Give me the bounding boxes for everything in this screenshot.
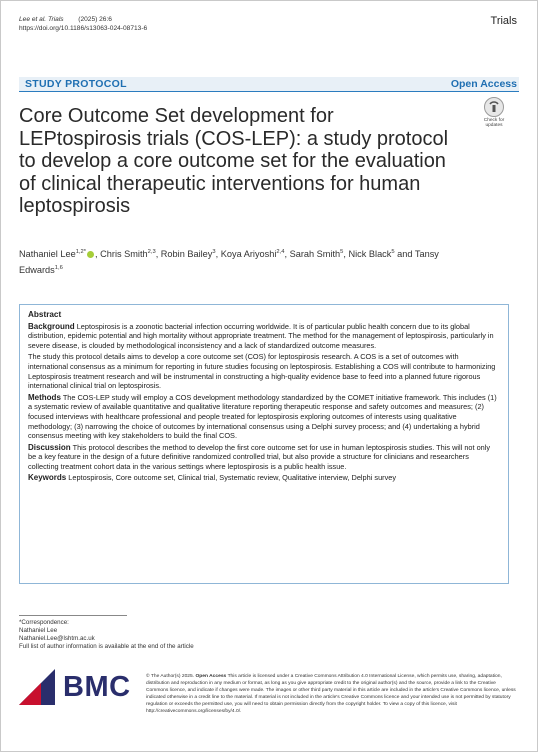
discussion-label: Discussion	[28, 442, 71, 452]
author-separator: ,	[284, 249, 290, 260]
check-for-updates-icon	[484, 97, 504, 117]
check-for-updates-badge[interactable]	[479, 97, 509, 131]
author-affiliation-sup: 1,6	[54, 265, 63, 272]
abstract-background	[28, 322, 500, 351]
correspondence-divider	[19, 615, 127, 616]
author-name[interactable]: Sarah Smith	[289, 249, 341, 260]
keywords-text: Leptospirosis, Core outcome set, Clinical trial, Systematic review, Qualitative interview, Delphi survey	[68, 473, 397, 483]
author-affiliation-sup: 2,4	[276, 249, 285, 255]
open-access-label: Open Access	[450, 78, 517, 90]
license-open-access: Open Access	[195, 674, 227, 679]
license-text: This article is licensed under a Creative Commons Attribution 4.0 International License, which permits use, sharing, adaptation, distribution and reproduction in any medium or format, as long as you give appropriate credit to the original author(s) and the source, provide a link to the Creative Commons licence, and indicate if changes were made. The images or other third party material in this article are included in the article's Creative Commons licence, unless indicated otherwise in a credit line to the material. If material is not included in the article's Creative Commons licence and your intended use is not permitted by statutory regulation or exceeds the permitted use, you will need to obtain permission directly from the copyright holder. To view a copy of this licence, visit http://creativecommons.org/licenses/by/4.0/.	[146, 674, 516, 715]
background-text: Leptospirosis is a zoonotic bacterial infection occurring worldwide. It is of particular public health concern due to its global distribution, epidemic potential and high mortality without appropriate treatment. The method for the management of leptospirosis, particularly in severe disease, is clouded by methodological inconsistency and a lack of standardized outcome measures.	[28, 321, 494, 351]
author-info-note: Full list of author information is available at the end of the article	[19, 643, 194, 651]
correspondence-label: *Correspondence:	[19, 619, 69, 626]
keywords-label: Keywords	[28, 473, 67, 483]
author-separator: ,	[343, 249, 349, 260]
author	[161, 249, 221, 259]
author-list	[19, 245, 439, 277]
article-title: Core Outcome Set development for LEPtospirosis trials (COS-LEP): a study protocol to develop a core outcome set for the evaluation of clinical therapeutic interventions for human leptospirosis	[19, 105, 449, 218]
abstract-box	[19, 304, 509, 584]
author-separator: ,	[215, 249, 221, 260]
author-name[interactable]: Chris Smith	[100, 249, 148, 260]
background-label: Background	[28, 321, 75, 331]
author	[290, 249, 349, 259]
author	[348, 249, 414, 259]
bmc-wordmark: BMC	[63, 671, 131, 703]
author-name[interactable]: Nick Black	[348, 249, 392, 260]
correspondence-name: Nathaniel Lee	[19, 627, 58, 635]
license-statement	[146, 673, 519, 716]
citation-journal: Lee et al. Trials	[19, 16, 64, 23]
author-separator: ,	[155, 249, 161, 260]
abstract-aim: The study this protocol details aims to develop a core outcome set (COS) for leptospirosis research. A COS is a set of outcomes with international consensus as a minimum for reporting in future studies focusing on leptospirosis. Establishing a COS will contribute to harmonizing Leptospirosis treatment research and will be instrumental in constructing a high-quality evidence base to feed into a planned future rigorous international clinical trial on leptospirosis.	[28, 352, 496, 391]
citation-header	[19, 15, 147, 33]
author	[19, 249, 100, 259]
discussion-text: This protocol describes the method to develop the first core outcome set for use in human leptospirosis studies. This will not only be a key feature in the design of a future definitive randomized controlled trial, but also provide a structure for clinicians and researchers collecting treatment cohort data in the various settings where leptospirosis is a public health issue.	[28, 442, 491, 472]
abstract-heading: Abstract	[28, 310, 62, 319]
correspondence-email[interactable]: Nathaniel.Lee@lshtm.ac.uk	[19, 635, 95, 643]
bmc-logo	[19, 669, 131, 709]
author-affiliation-sup: 5	[391, 249, 395, 255]
abstract-discussion	[28, 443, 500, 472]
author-name[interactable]: Nathaniel Lee	[19, 249, 76, 260]
article-type-label: STUDY PROTOCOL	[25, 78, 127, 90]
check-for-updates-label: Check for updates	[483, 118, 505, 129]
author-affiliation-sup: 2,3	[147, 249, 156, 255]
license-lead: © The Author(s) 2025.	[146, 674, 195, 679]
article-type-band	[19, 77, 519, 92]
orcid-icon[interactable]	[87, 251, 94, 258]
author-separator: and	[394, 249, 415, 260]
author-affiliation-sup: 1,2*	[75, 249, 87, 255]
author-affiliation-sup: 3	[212, 249, 216, 255]
abstract-methods	[28, 393, 500, 442]
methods-text: The COS-LEP study will employ a COS development methodology standardized by the COMET initiative framework. This includes (1) a systematic review of available quantitative and qualitative literature reporting therapeutic response and safety outcomes and measures; (2) focused interviews with healthcare professional and people treated for leptospirosis exploring outcomes of interests using qualitative methodology; (3) narrowing the choice of outcomes by international consensus using a Delphi survey process; and (4) undertaking a hybrid consensus meeting with key stakeholders to build the final COS.	[28, 392, 497, 441]
journal-name: Trials	[490, 15, 517, 27]
doi-link[interactable]: https://doi.org/10.1186/s13063-024-08713-6	[19, 25, 148, 32]
author-name[interactable]: Koya Ariyoshi	[220, 249, 277, 260]
correspondence-block	[19, 619, 194, 651]
author-separator: ,	[95, 249, 101, 260]
author-affiliation-sup: 5	[340, 249, 344, 255]
author	[221, 249, 290, 259]
bmc-mark-icon	[19, 669, 55, 705]
abstract-keywords	[28, 473, 500, 483]
methods-label: Methods	[28, 392, 61, 402]
author-name[interactable]: Tansy Edwards	[19, 249, 439, 276]
citation-year: (2025) 26:6	[63, 16, 112, 23]
author	[100, 249, 161, 259]
author-name[interactable]: Robin Bailey	[160, 249, 213, 260]
